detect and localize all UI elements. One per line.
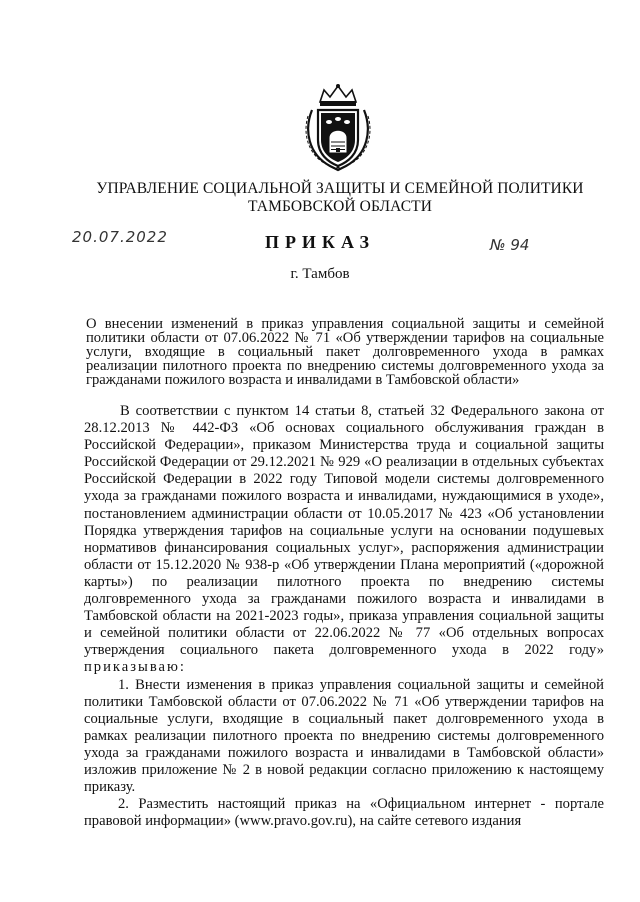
- document-city: г. Тамбов: [290, 266, 350, 282]
- prikazyvayu-text: приказываю:: [84, 659, 186, 676]
- document-body: [84, 403, 604, 830]
- item-1-paragraph: 1. Внести изменения в приказ управления социальной защиты и семейной политики Тамбовской области от 07.06.2022 № 71 «Об утверждении тарифов на социальные услуги, входящие в социальный пакет долговременного ухода в рамках реализации пилотного проекта по внедрению системы долговременного ухода за гражданами пожилого возраста и инвалидами в Тамбовской области» изложив приложение № 2 в новой редакции согласно приложению к настоящему приказу.: [84, 676, 604, 796]
- item-2-paragraph: 2. Разместить настоящий приказ на «Официальном интернет - портале правовой информации» (www.pravo.gov.ru), на сайте сетевого издания: [84, 796, 604, 830]
- organization-name-line1: УПРАВЛЕНИЕ СОЦИАЛЬНОЙ ЗАЩИТЫ И СЕМЕЙНОЙ ПОЛИТИКИ: [96, 180, 584, 197]
- organization-name-line2: ТАМБОВСКОЙ ОБЛАСТИ: [248, 198, 432, 215]
- document-title: ПРИКАЗ: [264, 232, 376, 252]
- order-date-handwritten: 20.07.2022: [72, 228, 168, 246]
- preamble-text: В соответствии с пунктом 14 статьи 8, статьей 32 Федерального закона от 28.12.2013 № 442-ФЗ «Об основах социального обслуживания граждан в Российской Федерации», приказом Министерства труда и социальной защиты Российской Федерации от 29.12.2021 № 929 «О реализации в отдельных субъектах Российской Федерации в 2022 году Типовой модели системы долговременного ухода за гражданами пожилого возраста и инвалидами, нуждающимися в уходе», постановлением администрации области от 10.05.2017 № 423 «Об установлении Порядка утверждения тарифов на социальные услуги на основании подушевых нормативов финансирования социальных услуг», распоряжения администрации области от 15.12.2020 № 938-р «Об утверждении Плана мероприятий («дорожной карты») по реализации пилотного проекта по внедрению системы долговременного ухода за гражданами пожилого возраста и инвалидами в Тамбовской области на 2021-2023 годы», приказа управления социальной защиты и семейной политики области от 22.06.2022 № 77 «Об отдельных вопросах утверждения социального пакета долговременного ухода в 2022 году»: [84, 403, 604, 659]
- preamble-paragraph: [84, 403, 604, 677]
- tambov-coat-of-arms-icon: [300, 82, 376, 172]
- document-subject: О внесении изменений в приказ управления социальной защиты и семейной политики области от 07.06.2022 № 71 «Об утверждении тарифов на социальные услуги, входящие в социальный пакет долговременного ухода в рамках реализации пилотного проекта по внедрению системы долговременного ухода за гражданами пожилого возраста и инвалидами в Тамбовской области»: [86, 316, 604, 388]
- order-number-handwritten: № 94: [490, 236, 530, 254]
